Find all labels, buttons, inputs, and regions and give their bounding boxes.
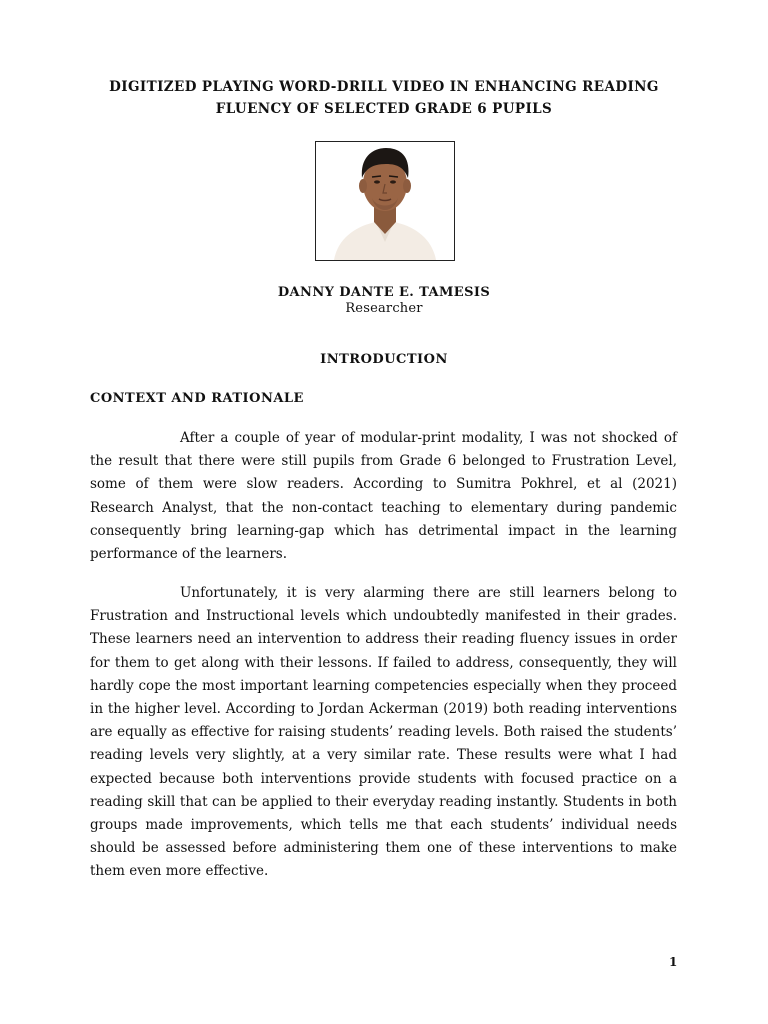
section-heading: INTRODUCTION — [320, 352, 448, 367]
subsection-heading: CONTEXT AND RATIONALE — [90, 391, 304, 406]
portrait-image — [316, 142, 454, 260]
author-photo — [315, 141, 455, 261]
document-title — [60, 76, 708, 120]
body-paragraph: Unfortunately, it is very alarming there are still learners belong to Frustration and Instructional levels which undoubtedly manifested in their grades. These learners need an intervention to address their reading fluency issues in order for them to get along with their lessons. If failed to address, consequently, they will hardly cope the most important learning competencies especially when they proceed in the higher level. According to Jordan Ackerman (2019) both reading interventions are equally as effective for raising students’ reading levels. Both raised the students’ reading levels very slightly, at a very similar rate. These results were what I had expected because both interventions provide students with focused practice on a reading skill that can be applied to their everyday reading instantly. Students in both groups made improvements, which tells me that each students’ individual needs should be assessed before administering them one of these interventions to make them even more effective. — [90, 585, 677, 880]
body-paragraph: After a couple of year of modular-print modality, I was not shocked of the result that there were still pupils from Grade 6 belonged to Frustration Level, some of them were slow readers. According to Sumitra Pokhrel, et al (2021) Research Analyst, that the non-contact teaching to elementary during pandemic consequently bring learning-gap which has detrimental impact in the learning performance of the learners. — [90, 430, 677, 563]
title-line-1: DIGITIZED PLAYING WORD-DRILL VIDEO IN ENHANCING READING — [109, 79, 659, 95]
page-number: 1 — [669, 955, 678, 969]
author-block — [0, 285, 768, 317]
author-role: Researcher — [345, 301, 423, 316]
title-line-2: FLUENCY OF SELECTED GRADE 6 PUPILS — [215, 101, 553, 117]
author-name: DANNY DANTE E. TAMESIS — [277, 285, 491, 300]
